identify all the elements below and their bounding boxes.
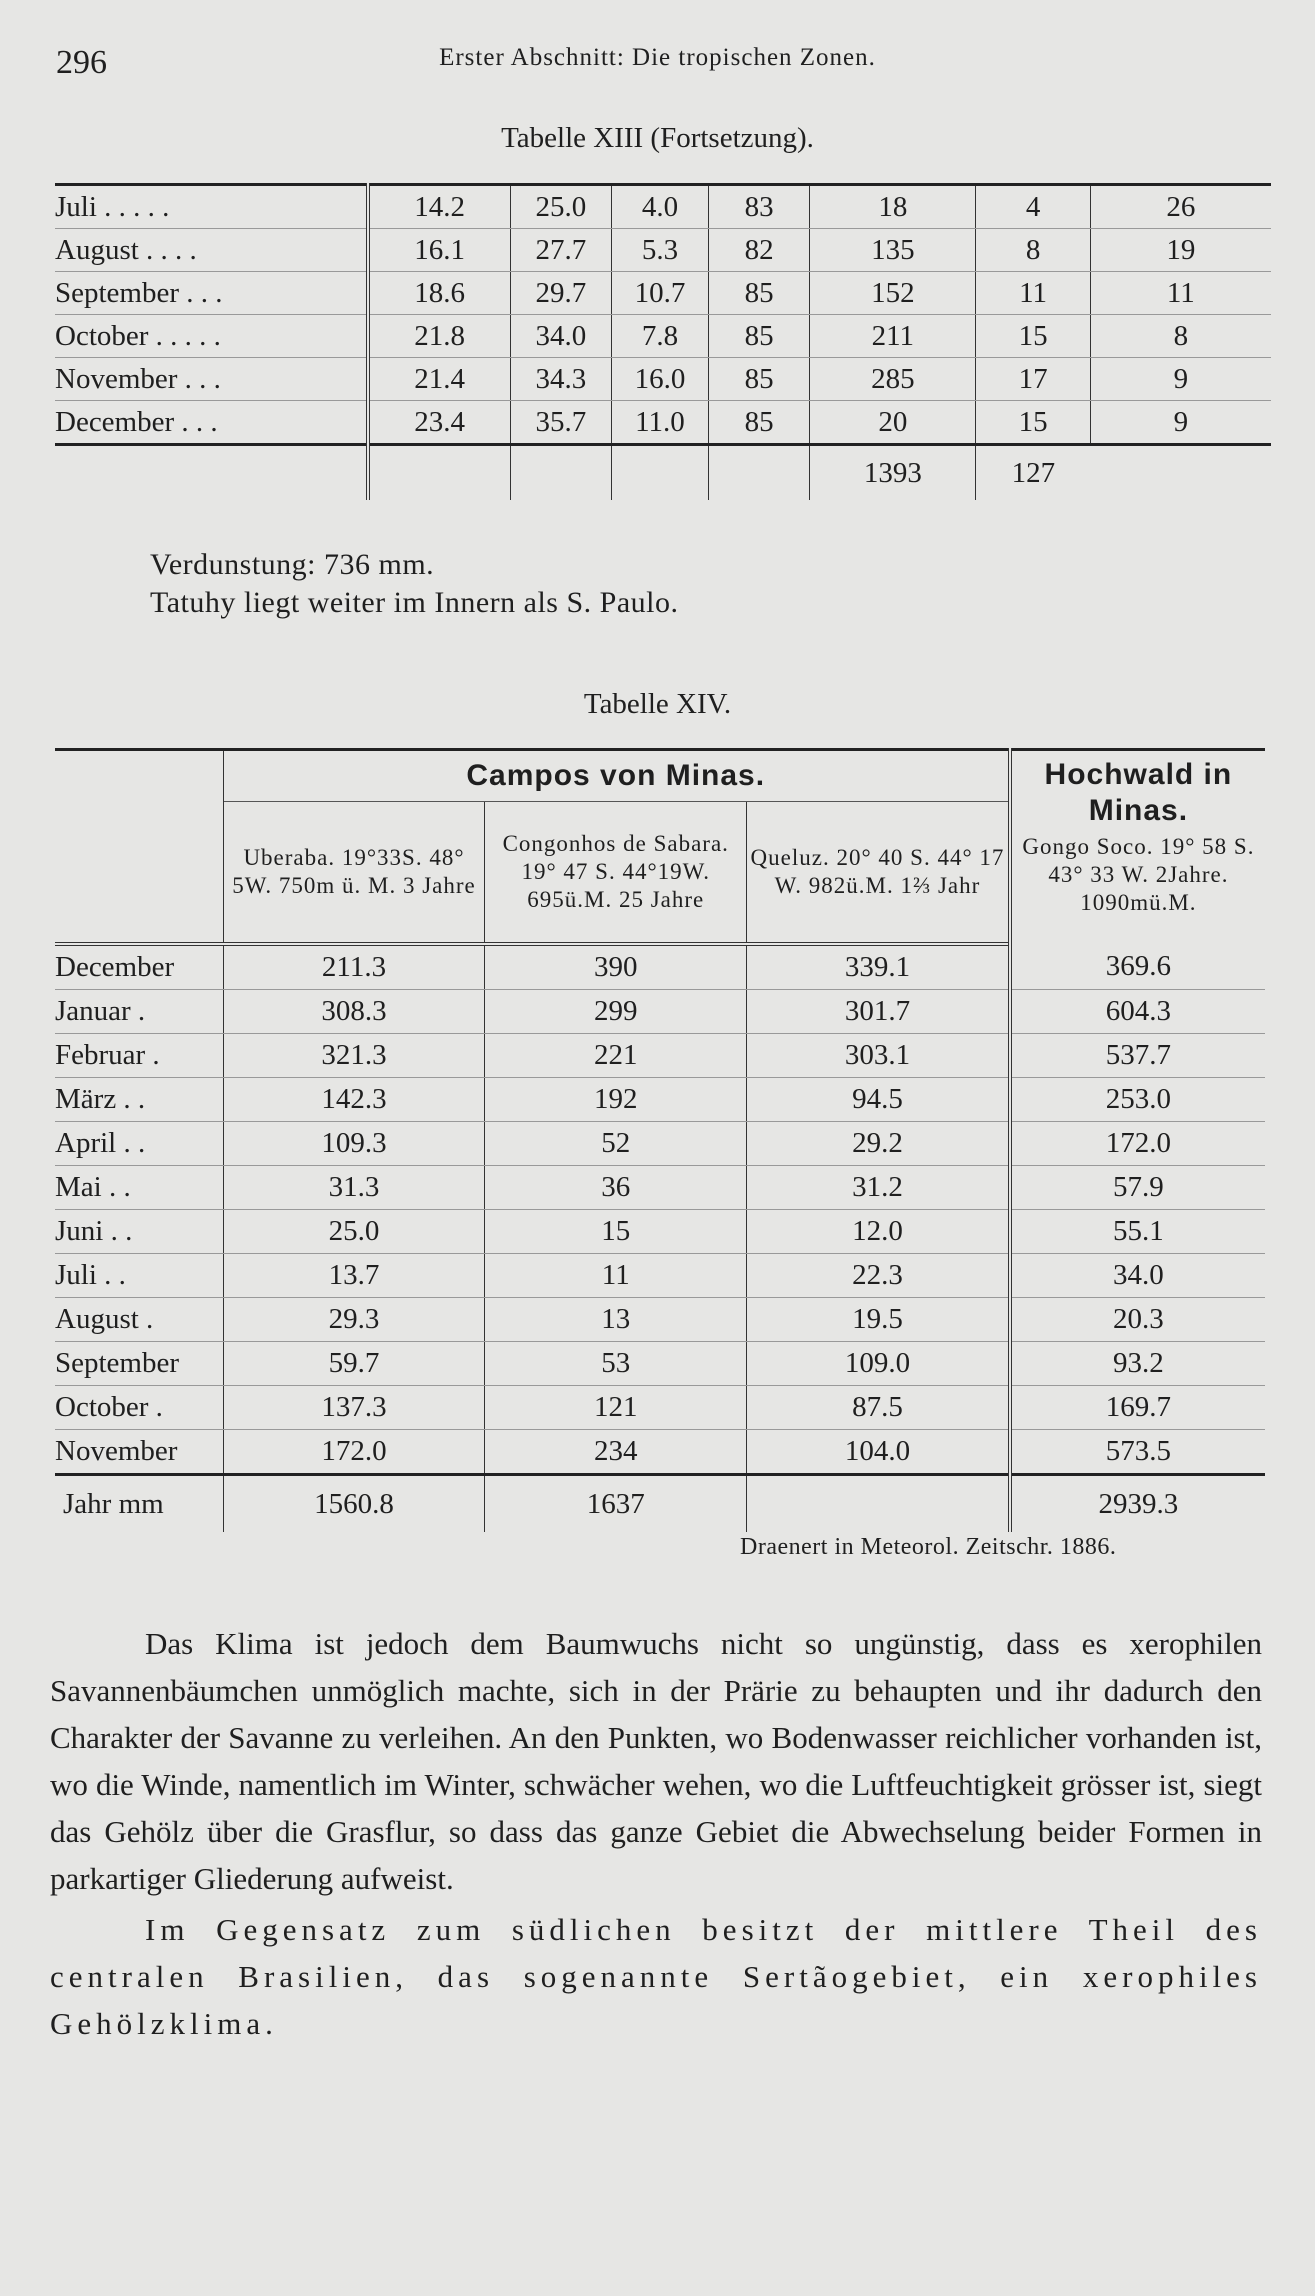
- table13-cell: 83: [709, 185, 810, 229]
- table14-cell: 369.6: [1010, 944, 1265, 990]
- totals-label: [55, 445, 368, 501]
- table14-cell: 303.1: [747, 1034, 1010, 1078]
- table14-row: [55, 1078, 1265, 1122]
- table13-cell: 34.0: [510, 315, 611, 358]
- month-label: October .: [55, 1386, 223, 1430]
- table14-row: [55, 1342, 1265, 1386]
- table13-cell: 5.3: [611, 229, 708, 272]
- month-label: Mai . .: [55, 1166, 223, 1210]
- table13-cell: 8: [976, 229, 1090, 272]
- table14-cell: 299: [485, 990, 747, 1034]
- table13-total-cell: 127: [976, 445, 1090, 501]
- table14-cell: 308.3: [223, 990, 485, 1034]
- table13-cell: 15: [976, 315, 1090, 358]
- table14-cell: 53: [485, 1342, 747, 1386]
- table13-cell: 16.1: [368, 229, 511, 272]
- table14-row: [55, 1210, 1265, 1254]
- table13-cell: 85: [709, 401, 810, 445]
- table14-cell: 234: [485, 1430, 747, 1475]
- month-label: August . . . .: [55, 229, 368, 272]
- table14-cell: 321.3: [223, 1034, 485, 1078]
- table13-cell: 9: [1090, 358, 1271, 401]
- table13-cell: 9: [1090, 401, 1271, 445]
- table13-cell: 27.7: [510, 229, 611, 272]
- table14-cell: 20.3: [1010, 1298, 1265, 1342]
- month-label: Juli . . . . .: [55, 185, 368, 229]
- month-label: December . . .: [55, 401, 368, 445]
- table13-row: [55, 229, 1271, 272]
- table13-totals-row: [55, 445, 1271, 501]
- table14-row: [55, 1254, 1265, 1298]
- month-label: Juli . .: [55, 1254, 223, 1298]
- table14-cell: 31.2: [747, 1166, 1010, 1210]
- table14-cell: 573.5: [1010, 1430, 1265, 1475]
- table14-jahr-cell: 1560.8: [223, 1475, 485, 1533]
- table14-row: [55, 1034, 1265, 1078]
- table13-cell: 85: [709, 358, 810, 401]
- table13-cell: 23.4: [368, 401, 511, 445]
- station-congonhos: Congonhos de Sabara. 19° 47 S. 44°19W. 695ü.M. 25 Jahre: [485, 802, 747, 945]
- table14-source: Draenert in Meteorol. Zeitschr. 1886.: [740, 1534, 1117, 1560]
- table13-cell: 17: [976, 358, 1090, 401]
- table13-row: [55, 185, 1271, 229]
- table14-cell: 109.3: [223, 1122, 485, 1166]
- body-text: [50, 1620, 1262, 2047]
- table13-caption: Tabelle XIII (Fortsetzung).: [501, 122, 814, 154]
- table14-cell: 104.0: [747, 1430, 1010, 1475]
- table14-cell: 59.7: [223, 1342, 485, 1386]
- table13-cell: 85: [709, 315, 810, 358]
- group-hochwald-title: Hochwald in Minas.: [1044, 758, 1233, 827]
- table14-cell: 604.3: [1010, 990, 1265, 1034]
- table13-cell: 211: [810, 315, 976, 358]
- table14-cell: 169.7: [1010, 1386, 1265, 1430]
- table14-cell: 11: [485, 1254, 747, 1298]
- table14-cell: 87.5: [747, 1386, 1010, 1430]
- table14-cell: 29.2: [747, 1122, 1010, 1166]
- table14-row: [55, 990, 1265, 1034]
- table14-cell: 93.2: [1010, 1342, 1265, 1386]
- table13-cell: 4: [976, 185, 1090, 229]
- table13-cell: 21.8: [368, 315, 511, 358]
- jahr-label: Jahr mm: [63, 1487, 164, 1520]
- table14-jahr-cell: 2939.3: [1010, 1475, 1265, 1533]
- table14-cell: 15: [485, 1210, 747, 1254]
- group-campos: Campos von Minas.: [223, 750, 1010, 802]
- table14-cell: 142.3: [223, 1078, 485, 1122]
- table14-cell: 25.0: [223, 1210, 485, 1254]
- table14-cell: 57.9: [1010, 1166, 1265, 1210]
- table14-row: [55, 1298, 1265, 1342]
- table13-cell: 18.6: [368, 272, 511, 315]
- table13-cell: 19: [1090, 229, 1271, 272]
- station-queluz: Queluz. 20° 40 S. 44° 17 W. 982ü.M. 1⅔ Jahr: [747, 802, 1010, 945]
- table14-cell: 52: [485, 1122, 747, 1166]
- table13: [55, 183, 1271, 500]
- table14-cell: 94.5: [747, 1078, 1010, 1122]
- month-label: November: [55, 1430, 223, 1475]
- month-label: September . . .: [55, 272, 368, 315]
- table13-cell: 4.0: [611, 185, 708, 229]
- table14-cell: 121: [485, 1386, 747, 1430]
- table13-cell: 14.2: [368, 185, 511, 229]
- table13-total-cell: [368, 445, 511, 501]
- table13-row: [55, 358, 1271, 401]
- table13-cell: 7.8: [611, 315, 708, 358]
- table13-total-cell: [611, 445, 708, 501]
- table13-cell: 11.0: [611, 401, 708, 445]
- table14-cell: 221: [485, 1034, 747, 1078]
- table14-cell: 13: [485, 1298, 747, 1342]
- table14-row: [55, 1122, 1265, 1166]
- blank-header: [55, 802, 223, 945]
- month-label: April . .: [55, 1122, 223, 1166]
- table13-cell: 20: [810, 401, 976, 445]
- table13-cell: 11: [976, 272, 1090, 315]
- table13-cell: 16.0: [611, 358, 708, 401]
- group-hochwald: [1010, 750, 1265, 945]
- table14-cell: 109.0: [747, 1342, 1010, 1386]
- table14-cell: 390: [485, 944, 747, 990]
- month-label: Juni . .: [55, 1210, 223, 1254]
- station-uberaba: Uberaba. 19°33S. 48° 5W. 750m ü. M. 3 Jahre: [223, 802, 485, 945]
- table13-cell: 135: [810, 229, 976, 272]
- table13-cell: 11: [1090, 272, 1271, 315]
- running-title: Erster Abschnitt: Die tropischen Zonen.: [439, 44, 876, 71]
- table13-cell: 10.7: [611, 272, 708, 315]
- table14-cell: 172.0: [223, 1430, 485, 1475]
- table13-total-cell: [1090, 445, 1271, 501]
- month-label: Februar .: [55, 1034, 223, 1078]
- table14-cell: 29.3: [223, 1298, 485, 1342]
- table14-cell: 172.0: [1010, 1122, 1265, 1166]
- table13-total-cell: [709, 445, 810, 501]
- table14-cell: 537.7: [1010, 1034, 1265, 1078]
- table13-total-cell: 1393: [810, 445, 976, 501]
- table13-cell: 35.7: [510, 401, 611, 445]
- table14-cell: 211.3: [223, 944, 485, 990]
- station-gongo-soco: Gongo Soco. 19° 58 S. 43° 33 W. 2Jahre. 1090mü.M.: [1022, 834, 1255, 915]
- table13-cell: 82: [709, 229, 810, 272]
- corner-cell: [55, 750, 223, 802]
- table14-cell: 301.7: [747, 990, 1010, 1034]
- table14-cell: 55.1: [1010, 1210, 1265, 1254]
- table14-jahr-cell: 1637: [485, 1475, 747, 1533]
- table14-cell: 12.0: [747, 1210, 1010, 1254]
- table13-cell: 29.7: [510, 272, 611, 315]
- table14-row: [55, 1386, 1265, 1430]
- table14: [55, 748, 1265, 1532]
- table14-cell: 13.7: [223, 1254, 485, 1298]
- table13-cell: 8: [1090, 315, 1271, 358]
- table14-cell: 36: [485, 1166, 747, 1210]
- month-label: September: [55, 1342, 223, 1386]
- table14-caption: Tabelle XIV.: [583, 688, 732, 720]
- table13-cell: 25.0: [510, 185, 611, 229]
- table14-cell: 19.5: [747, 1298, 1010, 1342]
- table13-row: [55, 401, 1271, 445]
- table14-row: [55, 1430, 1265, 1475]
- table13-cell: 26: [1090, 185, 1271, 229]
- month-label: November . . .: [55, 358, 368, 401]
- table13-cell: 21.4: [368, 358, 511, 401]
- table13-cell: 18: [810, 185, 976, 229]
- paragraph-2: Im Gegensatz zum südlichen besitzt der mittlere Theil des centralen Brasilien, das sogenannte Sertãogebiet, ein xerophiles Gehölzklima.: [50, 1912, 1262, 2041]
- table14-cell: 253.0: [1010, 1078, 1265, 1122]
- table13-cell: 285: [810, 358, 976, 401]
- note-tatuhy: Tatuhy liegt weiter im Innern als S. Paulo.: [150, 586, 679, 619]
- paragraph-1: Das Klima ist jedoch dem Baumwuchs nicht so ungünstig, dass es xerophilen Savannenbäumchen unmöglich machte, sich in der Prärie zu behaupten und ihr dadurch den Charakter der Savanne zu verleihen. An den Punkten, wo Bodenwasser reichlicher vorhanden ist, wo die Winde, namentlich im Winter, schwächer wehen, wo die Luftfeuchtigkeit grösser ist, siegt das Gehölz über die Grasflur, so dass das ganze Gebiet die Abwechselung beider Formen in parkartiger Gliederung aufweist.: [50, 1626, 1262, 1896]
- table13-row: [55, 272, 1271, 315]
- table13-cell: 15: [976, 401, 1090, 445]
- table13-cell: 152: [810, 272, 976, 315]
- table14-cell: 34.0: [1010, 1254, 1265, 1298]
- month-label: Januar .: [55, 990, 223, 1034]
- note-verdunstung: Verdunstung: 736 mm.: [150, 548, 435, 581]
- table14-cell: 192: [485, 1078, 747, 1122]
- table13-total-cell: [510, 445, 611, 501]
- table14-cell: 22.3: [747, 1254, 1010, 1298]
- month-label: December: [55, 944, 223, 990]
- table14-cell: 31.3: [223, 1166, 485, 1210]
- month-label: August .: [55, 1298, 223, 1342]
- table14-row: [55, 1166, 1265, 1210]
- table14-cell: 137.3: [223, 1386, 485, 1430]
- table13-cell: 85: [709, 272, 810, 315]
- table13-row: [55, 315, 1271, 358]
- month-label: März . .: [55, 1078, 223, 1122]
- page-number: 296: [56, 44, 107, 81]
- table14-cell: 339.1: [747, 944, 1010, 990]
- month-label: October . . . . .: [55, 315, 368, 358]
- table13-cell: 34.3: [510, 358, 611, 401]
- table14-jahr-cell: [747, 1475, 1010, 1533]
- table14-row: [55, 944, 1265, 990]
- table14-jahr-row: [55, 1475, 1265, 1533]
